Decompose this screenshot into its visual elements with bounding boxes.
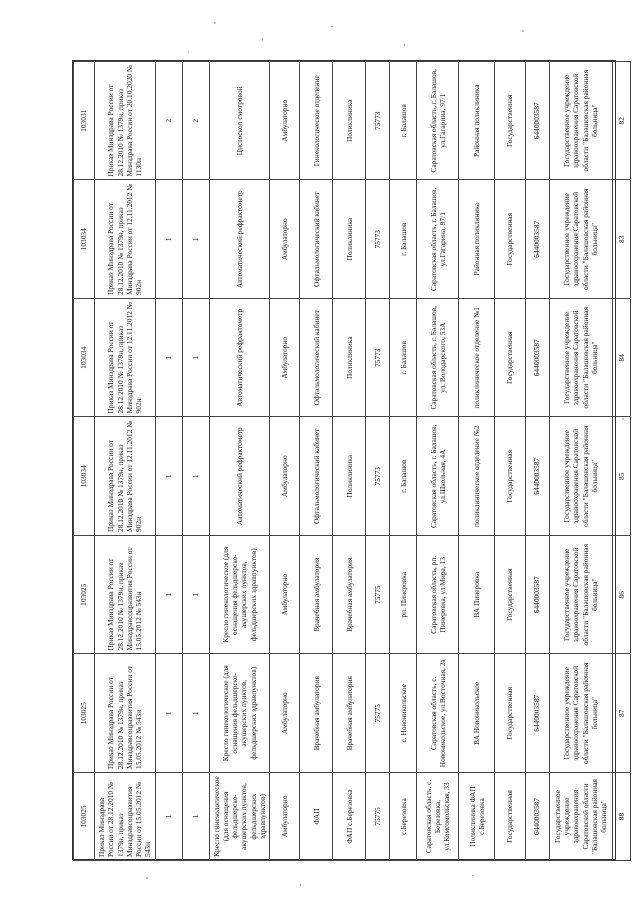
scan-speck: [331, 26, 333, 27]
table-cell: Гинекологическое отделение: [300, 62, 333, 181]
table-cell: Государственная: [495, 773, 525, 861]
table-cell: Поликлиника: [333, 62, 366, 181]
table-cell: 6440003587: [525, 536, 549, 655]
table-cell: Кресло гинекологическое (для оснащения фельдшерско-акушерских пунктов, фельдшерских здравпунктов): [209, 773, 270, 861]
table-cell: ВА Пинеровка: [459, 536, 495, 655]
table-cell: Амбулаторно: [270, 536, 300, 655]
table-cell: 75773: [366, 180, 390, 299]
table-cell: 1: [155, 417, 182, 536]
table-cell: Амбулаторно: [270, 62, 300, 181]
table-cell: 6440003587: [525, 180, 549, 299]
table-cell: г. Балашов: [390, 417, 417, 536]
table-cell: 83: [612, 180, 630, 299]
table-cell: 103025: [74, 773, 95, 861]
table-cell: 1: [182, 299, 209, 418]
table-cell: Амбулаторно: [270, 773, 300, 861]
table-cell: поликлиническое отделение №2: [459, 417, 495, 536]
field-row: [74, 62, 95, 861]
table-cell: Амбулаторно: [270, 299, 300, 418]
table-cell: 75773: [366, 299, 390, 418]
table-cell: Приказ Минздрава России от 28.12.2010 № 1379н, приказ Минздрава России от 12.11.2012 № 902н: [95, 180, 156, 299]
table-cell: г. Балашов: [390, 62, 417, 181]
table-cell: г. Балашов: [390, 299, 417, 418]
table-cell: Врачебная амбулатория: [300, 654, 333, 773]
field-row: [182, 62, 209, 861]
table-cell: Государственное учреждение здравоохранения Саратовской области "Балашовская районная больница": [549, 654, 612, 773]
table-cell: Амбулаторно: [270, 180, 300, 299]
table-cell: ВА Новоникольское: [459, 654, 495, 773]
table-cell: 86: [612, 536, 630, 655]
table-cell: Приказ Минздрава России от 28.12.2010 № 1379н, приказ Минздрава России от 12.11.2012 № 902н: [95, 417, 156, 536]
table-cell: Саратовская область, г. Балашов, ул. Володарского, 53А: [417, 299, 459, 418]
table-cell: Государственное учреждение здравоохранения Саратовской области "Балашовская районная больница": [549, 417, 612, 536]
table-cell: 75775: [366, 654, 390, 773]
table-cell: 2: [155, 62, 182, 181]
table-cell: Врачебная амбулатория: [300, 536, 333, 655]
table-cell: г. Балашов: [390, 180, 417, 299]
table-cell: 1: [155, 299, 182, 418]
table-cell: Офтальмологический кабинет: [300, 417, 333, 536]
table-cell: Государственная: [495, 62, 525, 181]
field-row: [390, 62, 417, 861]
table-cell: Поликлиника: [333, 180, 366, 299]
table-cell: рп. Пинеровка: [390, 536, 417, 655]
field-row: [495, 62, 525, 861]
field-row: [155, 62, 182, 861]
table-cell: 1: [182, 180, 209, 299]
table-cell: 103034: [74, 417, 95, 536]
table-cell: Врачебная амбулатория: [333, 654, 366, 773]
table-cell: 1: [182, 654, 209, 773]
field-row: [333, 62, 366, 861]
table-cell: Государственное учреждение здравоохранения Саратовской области "Балашовская районная больница": [549, 536, 612, 655]
table-cell: Амбулаторно: [270, 417, 300, 536]
table-cell: Государственное учреждение здравоохранения Саратовской области "Балашовская районная больница": [549, 773, 612, 861]
table-cell: Государственная: [495, 654, 525, 773]
field-row: [525, 62, 549, 861]
scan-speck: [472, 875, 474, 876]
table-cell: Государственное учреждение здравоохранения Саратовской области "Балашовская районная больница": [549, 62, 612, 181]
table-cell: с. Новоникольское: [390, 654, 417, 773]
field-row: [366, 62, 390, 861]
table-cell: Амбулаторно: [270, 654, 300, 773]
table-cell: 75773: [366, 417, 390, 536]
table-cell: 85: [612, 417, 630, 536]
table-cell: Саратовская область, г. Балашов, ул.Школьная, 4А: [417, 417, 459, 536]
table-cell: 1: [155, 773, 182, 861]
table-cell: 103034: [74, 299, 95, 418]
table-cell: Государственная: [495, 180, 525, 299]
table-cell: Приказ Минздрава России от 28.12.2010 № 1379н, приказ Минздравсоцразвития России от 15.05.2012 № 543н: [95, 654, 156, 773]
table-cell: 103025: [74, 654, 95, 773]
table-cell: Приказ Минздрава России от 28.12.2010 № 1379н, приказ Минздравсоцразвития России от 15.05.2012 № 543н: [95, 536, 156, 655]
scan-speck: [188, 52, 189, 53]
table-cell: ФАП: [300, 773, 333, 861]
table-cell: поликлиническое отделение №1: [459, 299, 495, 418]
table-cell: Цистоскоп смотровой: [209, 62, 270, 181]
table-cell: 2: [182, 62, 209, 181]
table-cell: Государственная: [495, 536, 525, 655]
table-cell: 1: [155, 536, 182, 655]
scan-speck: [262, 38, 263, 41]
table-cell: Государственная: [495, 417, 525, 536]
table-cell: 6440003587: [525, 773, 549, 861]
table-cell: Саратовская область, г. Балашов, ул.Гагарина, 97/1: [417, 180, 459, 299]
table-cell: 1: [155, 654, 182, 773]
table-cell: 88: [612, 773, 630, 861]
table-cell: Поликлиника ФАП с.Березовка: [459, 773, 495, 861]
scan-speck: [300, 884, 301, 886]
table-cell: 1: [155, 180, 182, 299]
field-row: [209, 62, 270, 861]
table-cell: с.Березовка: [390, 773, 417, 861]
table-cell: 6440003587: [525, 299, 549, 418]
table-cell: 1: [182, 417, 209, 536]
table-cell: ФАП с.Березовка: [333, 773, 366, 861]
table-cell: 103034: [74, 180, 95, 299]
table-cell: 84: [612, 299, 630, 418]
table-cell: Районная поликлиника: [459, 62, 495, 181]
field-row: [612, 62, 630, 861]
table-cell: Районная поликлиника: [459, 180, 495, 299]
table-cell: 6440003587: [525, 417, 549, 536]
table-cell: 6440003587: [525, 654, 549, 773]
field-row: [300, 62, 333, 861]
scan-speck: [146, 877, 148, 879]
field-row: [549, 62, 612, 861]
table-cell: 103025: [74, 536, 95, 655]
table-cell: Приказ Минздрава России от 28.12.2010 № 1379н, приказ Минздравсоцразвития России от 15.05.2012 № 543н: [95, 773, 156, 861]
table-cell: Саратовская область, с. Березовка, ул.Комсомольская, 33: [417, 773, 459, 861]
table-cell: Врачебная амбулатория: [333, 536, 366, 655]
table-cell: Приказ Минздрава России от 28.12.2010 № 1379н, приказ Минздрава России от 20.10.2020 № 1130н: [95, 62, 156, 181]
table-cell: Поликлиника: [333, 417, 366, 536]
equipment-table: [73, 61, 631, 861]
table-cell: Саратовская область, с. Новоникольское, ул.Восточная, 2а: [417, 654, 459, 773]
field-row: [270, 62, 300, 861]
table-cell: Кресло гинекологическое (для оснащения фельдшерско-акушерских пунктов, фельдшерских здравпунктов): [209, 536, 270, 655]
table-cell: Офтальмологический кабинет: [300, 299, 333, 418]
table-cell: 1: [182, 773, 209, 861]
table-cell: Государственное учреждение здравоохранения Саратовской области "Балашовская районная больница": [549, 299, 612, 418]
table-cell: Офтальмологический кабинет: [300, 180, 333, 299]
table-cell: Саратовская область, рп. Пинеровка, ул.Мира, 13: [417, 536, 459, 655]
field-row: [459, 62, 495, 861]
table-cell: Государственное учреждение здравоохранения Саратовской области "Балашовская районная больница": [549, 180, 612, 299]
table-cell: 82: [612, 62, 630, 181]
table-cell: Автоматический рефрактометр: [209, 417, 270, 536]
scan-speck: [522, 30, 524, 32]
scan-speck: [214, 22, 216, 24]
scan-speck: [404, 44, 405, 46]
table-cell: 1: [182, 536, 209, 655]
table-cell: Саратовская область, г. Балашов, ул.Гагарина, 97/1: [417, 62, 459, 181]
table-cell: Приказ Минздрава России от 28.12.2010 № 1379н, приказ Минздрава России от 12.11.2012 № 902н: [95, 299, 156, 418]
table-cell: Автоматический рефрактометр: [209, 299, 270, 418]
table-cell: 75775: [366, 536, 390, 655]
table-cell: Кресло гинекологическое (для оснащения фельдшерско-акушерских пунктов, фельдшерских здравпунктов): [209, 654, 270, 773]
table-cell: 6440003587: [525, 62, 549, 181]
table-cell: Поликлиника: [333, 299, 366, 418]
table-cell: Автоматический рефрактометр: [209, 180, 270, 299]
table-cell: 75773: [366, 62, 390, 181]
table-cell: 75775: [366, 773, 390, 861]
equipment-table-frame: [72, 60, 626, 860]
field-row: [417, 62, 459, 861]
table-cell: Государственная: [495, 299, 525, 418]
field-row: [95, 62, 156, 861]
table-cell: 103031: [74, 62, 95, 181]
table-cell: 87: [612, 654, 630, 773]
